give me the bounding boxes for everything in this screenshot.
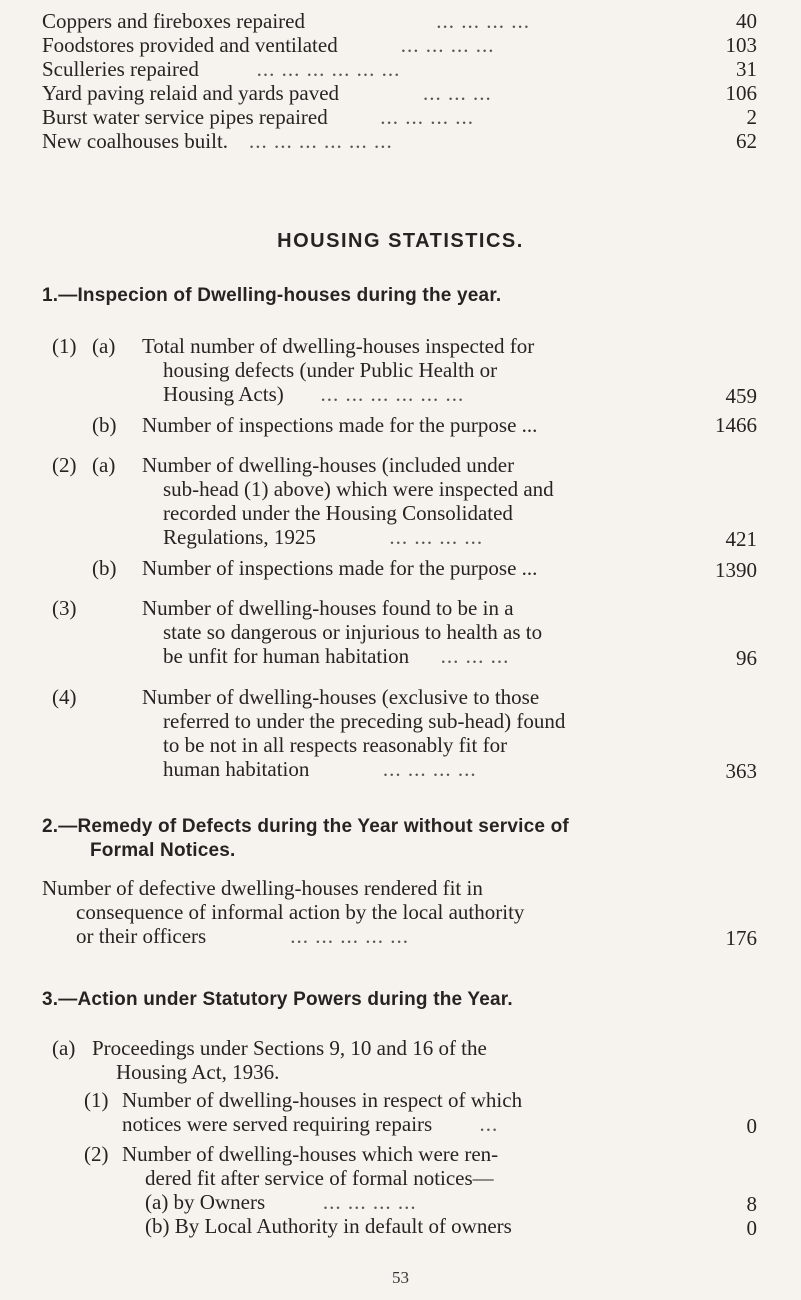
list-item: Yard paving relaid and yards paved ... ... ...	[42, 81, 492, 105]
item-number: (1)	[84, 1088, 109, 1112]
item-text-line: dered fit after service of formal notices—	[145, 1166, 494, 1190]
item-text-line: Number of dwelling-houses in respect of which	[122, 1088, 523, 1112]
section-1-heading: 1.—Inspecion of Dwelling-houses during the year.	[42, 285, 502, 306]
item-text-line: Proceedings under Sections 9, 10 and 16 of the	[92, 1036, 487, 1060]
item-letter: (a)	[92, 453, 116, 477]
item-value: 96	[736, 646, 757, 670]
item-text-line: Number of dwelling-houses (exclusive to those	[142, 685, 540, 709]
item-text-line: be unfit for human habitation ... ... ...	[163, 644, 510, 668]
list-item-value: 31	[736, 57, 757, 81]
section-2-heading: 2.—Remedy of Defects during the Year without service of	[42, 816, 569, 837]
item-number: (2)	[84, 1142, 109, 1166]
item-number: (1)	[52, 334, 77, 358]
item-text-line: Number of inspections made for the purpose ...	[142, 556, 538, 580]
list-item: Coppers and fireboxes repaired ... ... ... ...	[42, 9, 530, 33]
item-text-line: Housing Act, 1936.	[116, 1060, 280, 1084]
item-text-line: or their officers ... ... ... ... ...	[76, 924, 409, 948]
item-text-line: Number of inspections made for the purpose ...	[142, 413, 538, 437]
item-letter: (b)	[92, 413, 117, 437]
item-value: 1466	[715, 413, 757, 437]
item-number: (3)	[52, 596, 77, 620]
item-text-line: Number of dwelling-houses found to be in a	[142, 596, 514, 620]
page-number: 53	[392, 1268, 409, 1287]
list-item-value: 2	[746, 105, 757, 129]
list-item-value: 62	[736, 129, 757, 153]
list-item-value: 106	[725, 81, 757, 105]
item-value: 421	[725, 527, 757, 551]
list-item-value: 103	[725, 33, 757, 57]
list-item: Foodstores provided and ventilated ... ... ... ...	[42, 33, 495, 57]
item-value: 176	[725, 926, 757, 950]
item-value: 1390	[715, 558, 757, 582]
list-item: Burst water service pipes repaired ... ... ... ...	[42, 105, 474, 129]
item-text-line: recorded under the Housing Consolidated	[163, 501, 513, 525]
item-letter: (a)	[92, 334, 116, 358]
item-text-line: state so dangerous or injurious to health as to	[163, 620, 543, 644]
item-text-line: sub-head (1) above) which were inspected and	[163, 477, 554, 501]
item-text-line: consequence of informal action by the local authority	[76, 900, 525, 924]
list-item: Sculleries repaired ... ... ... ... ... ...	[42, 57, 401, 81]
list-item: New coalhouses built. ... ... ... ... ... ...	[42, 129, 393, 153]
item-text-line: human habitation ... ... ... ...	[163, 757, 477, 781]
item-number: (4)	[52, 685, 77, 709]
item-value: 0	[746, 1114, 757, 1138]
item-number: (2)	[52, 453, 77, 477]
item-text-line: (a) by Owners ... ... ... ...	[145, 1190, 417, 1214]
section-3-heading: 3.—Action under Statutory Powers during the Year.	[42, 989, 513, 1010]
item-text-line: Number of dwelling-houses which were ren-	[122, 1142, 499, 1166]
item-text-line: notices were served requiring repairs ...	[122, 1112, 499, 1136]
section-2-heading-cont: Formal Notices.	[90, 840, 236, 861]
item-value: 459	[725, 384, 757, 408]
item-text-line: (b) By Local Authority in default of owners	[145, 1214, 512, 1238]
item-text-line: Housing Acts) ... ... ... ... ... ...	[163, 382, 465, 406]
repairs-list	[0, 0, 801, 180]
list-item-value: 40	[736, 9, 757, 33]
page-title: HOUSING STATISTICS.	[277, 230, 524, 252]
item-text-line: Total number of dwelling-houses inspected for	[142, 334, 535, 358]
item-value: 363	[725, 759, 757, 783]
item-text-line: Number of defective dwelling-houses rendered fit in	[42, 876, 483, 900]
item-text-line: to be not in all respects reasonably fit for	[163, 733, 508, 757]
item-text-line: referred to under the preceding sub-head) found	[163, 709, 566, 733]
item-text-line: Regulations, 1925 ... ... ... ...	[163, 525, 484, 549]
item-letter: (a)	[52, 1036, 76, 1060]
item-value: 8	[746, 1192, 757, 1216]
item-text-line: Number of dwelling-houses (included under	[142, 453, 515, 477]
item-text-line: housing defects (under Public Health or	[163, 358, 498, 382]
item-value: 0	[746, 1216, 757, 1240]
item-letter: (b)	[92, 556, 117, 580]
